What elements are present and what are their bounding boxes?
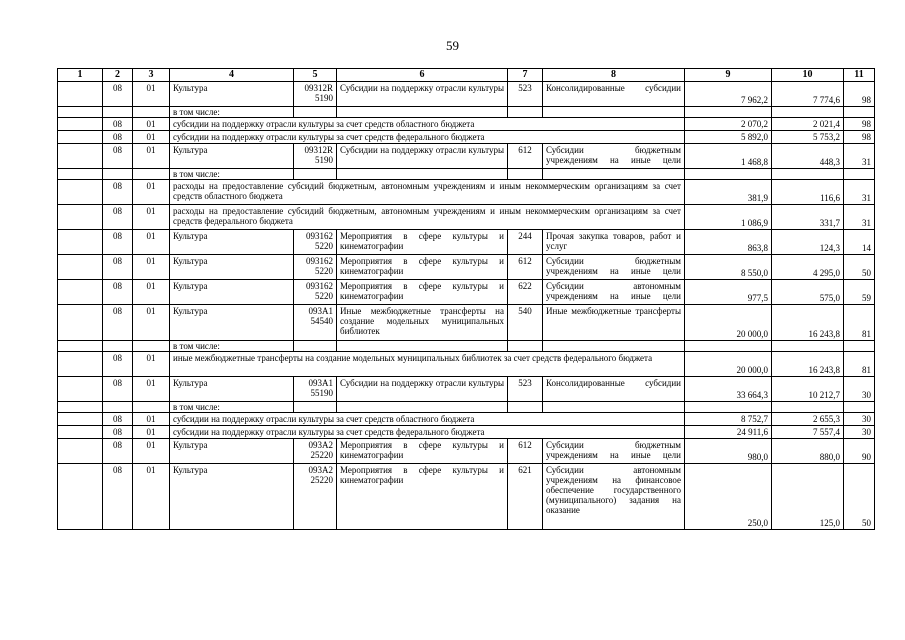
cell-actual: 10 212,7	[772, 377, 844, 402]
cell-empty	[58, 305, 103, 341]
cell-expense-type: 612	[508, 255, 543, 280]
cell-target-code: 093A2 25220	[294, 464, 337, 530]
subtotal-label-row	[58, 402, 875, 413]
cell-section: 08	[103, 230, 133, 255]
cell-actual: 16 243,8	[772, 352, 844, 377]
cell-section: 08	[103, 280, 133, 305]
cell-section: 08	[103, 426, 133, 439]
cell-section: 08	[103, 144, 133, 169]
cell-including-label: в том числе:	[170, 341, 294, 352]
cell-target-name: Мероприятия в сфере культуры и кинематографии	[337, 255, 508, 280]
cell-section: 08	[103, 352, 133, 377]
cell-target-code: 09312R 5190	[294, 82, 337, 107]
table-row	[58, 144, 875, 169]
cell-subsection	[133, 341, 170, 352]
cell-empty	[772, 402, 844, 413]
cell-section: 08	[103, 377, 133, 402]
cell-including-label: в том числе:	[170, 169, 294, 180]
cell-section	[103, 341, 133, 352]
cell-percent: 14	[844, 230, 875, 255]
cell-target-code: 093A1 54540	[294, 305, 337, 341]
cell-name: Культура	[170, 82, 294, 107]
cell-subsection: 01	[133, 464, 170, 530]
cell-empty	[508, 402, 543, 413]
table-row	[58, 377, 875, 402]
cell-empty	[294, 341, 337, 352]
column-header: 8	[543, 69, 685, 82]
table-row	[58, 205, 875, 230]
cell-subsection: 01	[133, 131, 170, 144]
cell-section: 08	[103, 180, 133, 205]
cell-plan: 8 752,7	[685, 413, 772, 426]
cell-empty	[58, 439, 103, 464]
cell-empty	[58, 255, 103, 280]
cell-subsection	[133, 402, 170, 413]
column-header: 2	[103, 69, 133, 82]
cell-percent: 98	[844, 131, 875, 144]
cell-expense-type: 244	[508, 230, 543, 255]
cell-target-name: Мероприятия в сфере культуры и кинематографии	[337, 230, 508, 255]
cell-section: 08	[103, 205, 133, 230]
cell-subsection: 01	[133, 377, 170, 402]
cell-name: Культура	[170, 144, 294, 169]
cell-empty	[685, 341, 772, 352]
cell-section: 08	[103, 464, 133, 530]
cell-expense-name: Субсидии бюджетным учреждениям на иные цели	[543, 439, 685, 464]
cell-empty	[685, 169, 772, 180]
cell-subsection: 01	[133, 426, 170, 439]
cell-subsection: 01	[133, 413, 170, 426]
column-header: 5	[294, 69, 337, 82]
table-row	[58, 118, 875, 131]
cell-subsection: 01	[133, 305, 170, 341]
cell-target-name: Субсидии на поддержку отрасли культуры	[337, 377, 508, 402]
table-row	[58, 305, 875, 341]
cell-expense-name: Субсидии автономным учреждениям на иные цели	[543, 280, 685, 305]
cell-actual: 125,0	[772, 464, 844, 530]
cell-plan: 863,8	[685, 230, 772, 255]
column-header: 4	[170, 69, 294, 82]
cell-plan: 980,0	[685, 439, 772, 464]
cell-empty	[543, 402, 685, 413]
cell-section: 08	[103, 131, 133, 144]
cell-empty	[58, 426, 103, 439]
cell-target-code: 093162 5220	[294, 255, 337, 280]
cell-percent: 81	[844, 352, 875, 377]
cell-subsection: 01	[133, 255, 170, 280]
cell-empty	[58, 107, 103, 118]
column-header: 1	[58, 69, 103, 82]
cell-empty	[772, 169, 844, 180]
table-row	[58, 82, 875, 107]
cell-name: Культура	[170, 305, 294, 341]
cell-plan: 20 000,0	[685, 352, 772, 377]
cell-subsection: 01	[133, 439, 170, 464]
subtotal-label-row	[58, 341, 875, 352]
table-row	[58, 352, 875, 377]
cell-empty	[844, 402, 875, 413]
cell-empty	[685, 402, 772, 413]
subtotal-label-row	[58, 107, 875, 118]
cell-actual: 16 243,8	[772, 305, 844, 341]
cell-empty	[58, 413, 103, 426]
cell-empty	[58, 180, 103, 205]
cell-expense-name: Консолидированные субсидии	[543, 377, 685, 402]
column-header: 6	[337, 69, 508, 82]
table-row	[58, 426, 875, 439]
table-row	[58, 230, 875, 255]
cell-description: расходы на предоставление субсидий бюджетным, автономным учреждениям и иным некоммерческим организациям за счет средств федерального бюджета	[170, 205, 685, 230]
cell-description: субсидии на поддержку отрасли культуры за счет средств областного бюджета	[170, 118, 685, 131]
cell-target-code: 093A2 25220	[294, 439, 337, 464]
cell-empty	[58, 280, 103, 305]
cell-empty	[508, 169, 543, 180]
cell-target-name: Мероприятия в сфере культуры и кинематографии	[337, 464, 508, 530]
cell-section: 08	[103, 118, 133, 131]
cell-section	[103, 107, 133, 118]
cell-percent: 30	[844, 413, 875, 426]
cell-expense-type: 523	[508, 82, 543, 107]
cell-expense-type: 612	[508, 439, 543, 464]
cell-plan: 250,0	[685, 464, 772, 530]
cell-name: Культура	[170, 280, 294, 305]
cell-percent: 98	[844, 118, 875, 131]
cell-target-code: 093162 5220	[294, 280, 337, 305]
cell-section: 08	[103, 439, 133, 464]
cell-subsection: 01	[133, 352, 170, 377]
cell-description: расходы на предоставление субсидий бюджетным, автономным учреждениям и иным некоммерческим организациям за счет средств областного бюджета	[170, 180, 685, 205]
cell-empty	[543, 341, 685, 352]
cell-subsection: 01	[133, 118, 170, 131]
cell-empty	[58, 205, 103, 230]
cell-empty	[58, 169, 103, 180]
table-row	[58, 131, 875, 144]
cell-percent: 98	[844, 82, 875, 107]
cell-description: субсидии на поддержку отрасли культуры за счет средств областного бюджета	[170, 413, 685, 426]
cell-actual: 448,3	[772, 144, 844, 169]
cell-empty	[58, 464, 103, 530]
cell-percent: 30	[844, 377, 875, 402]
cell-actual: 116,6	[772, 180, 844, 205]
cell-expense-name: Консолидированные субсидии	[543, 82, 685, 107]
cell-actual: 2 655,3	[772, 413, 844, 426]
cell-actual: 331,7	[772, 205, 844, 230]
cell-empty	[508, 107, 543, 118]
cell-name: Культура	[170, 439, 294, 464]
cell-subsection: 01	[133, 205, 170, 230]
cell-percent: 50	[844, 464, 875, 530]
cell-target-name: Субсидии на поддержку отрасли культуры	[337, 144, 508, 169]
cell-plan: 1 468,8	[685, 144, 772, 169]
column-header: 9	[685, 69, 772, 82]
table-row	[58, 280, 875, 305]
cell-description: иные межбюджетные трансферты на создание модельных муниципальных библиотек за счет средств федерального бюджета	[170, 352, 685, 377]
column-header: 7	[508, 69, 543, 82]
table-row	[58, 255, 875, 280]
cell-actual: 2 021,4	[772, 118, 844, 131]
cell-target-name: Субсидии на поддержку отрасли культуры	[337, 82, 508, 107]
cell-actual: 7 774,6	[772, 82, 844, 107]
cell-empty	[772, 341, 844, 352]
cell-expense-name: Иные межбюджетные трансферты	[543, 305, 685, 341]
cell-actual: 124,3	[772, 230, 844, 255]
page-number: 59	[446, 38, 459, 53]
cell-empty	[58, 341, 103, 352]
cell-percent: 90	[844, 439, 875, 464]
cell-empty	[337, 402, 508, 413]
table-row	[58, 464, 875, 530]
cell-percent: 31	[844, 180, 875, 205]
cell-percent: 59	[844, 280, 875, 305]
cell-empty	[337, 107, 508, 118]
cell-subsection: 01	[133, 82, 170, 107]
cell-name: Культура	[170, 255, 294, 280]
cell-name: Культура	[170, 464, 294, 530]
cell-including-label: в том числе:	[170, 107, 294, 118]
cell-empty	[543, 169, 685, 180]
cell-expense-name: Прочая закупка товаров, работ и услуг	[543, 230, 685, 255]
cell-empty	[844, 107, 875, 118]
cell-empty	[844, 169, 875, 180]
cell-empty	[58, 144, 103, 169]
cell-plan: 7 962,2	[685, 82, 772, 107]
cell-empty	[294, 169, 337, 180]
cell-percent: 50	[844, 255, 875, 280]
cell-empty	[685, 107, 772, 118]
cell-expense-type: 612	[508, 144, 543, 169]
cell-empty	[294, 107, 337, 118]
cell-target-name: Мероприятия в сфере культуры и кинематографии	[337, 439, 508, 464]
cell-empty	[58, 402, 103, 413]
cell-actual: 4 295,0	[772, 255, 844, 280]
cell-plan: 2 070,2	[685, 118, 772, 131]
cell-expense-type: 523	[508, 377, 543, 402]
cell-section: 08	[103, 82, 133, 107]
cell-expense-type: 540	[508, 305, 543, 341]
cell-empty	[58, 352, 103, 377]
cell-expense-type: 622	[508, 280, 543, 305]
cell-section: 08	[103, 255, 133, 280]
cell-target-name: Иные межбюджетные трансферты на создание модельных муниципальных библиотек	[337, 305, 508, 341]
cell-target-code: 09312R 5190	[294, 144, 337, 169]
cell-subsection: 01	[133, 144, 170, 169]
cell-expense-name: Субсидии бюджетным учреждениям на иные цели	[543, 144, 685, 169]
cell-subsection: 01	[133, 280, 170, 305]
cell-section: 08	[103, 305, 133, 341]
cell-plan: 8 550,0	[685, 255, 772, 280]
budget-table	[57, 68, 875, 530]
cell-including-label: в том числе:	[170, 402, 294, 413]
cell-percent: 81	[844, 305, 875, 341]
cell-percent: 30	[844, 426, 875, 439]
cell-name: Культура	[170, 377, 294, 402]
column-header: 3	[133, 69, 170, 82]
cell-empty	[294, 402, 337, 413]
cell-expense-name: Субсидии автономным учреждениям на финансовое обеспечение государственного (муниципального) задания на оказание	[543, 464, 685, 530]
subtotal-label-row	[58, 169, 875, 180]
cell-plan: 20 000,0	[685, 305, 772, 341]
cell-percent: 31	[844, 144, 875, 169]
cell-empty	[772, 107, 844, 118]
cell-target-code: 093A1 55190	[294, 377, 337, 402]
cell-empty	[58, 131, 103, 144]
cell-empty	[58, 377, 103, 402]
cell-empty	[337, 341, 508, 352]
cell-plan: 33 664,3	[685, 377, 772, 402]
cell-plan: 5 892,0	[685, 131, 772, 144]
cell-subsection	[133, 107, 170, 118]
cell-description: субсидии на поддержку отрасли культуры за счет средств федерального бюджета	[170, 426, 685, 439]
cell-section	[103, 402, 133, 413]
cell-description: субсидии на поддержку отрасли культуры за счет средств федерального бюджета	[170, 131, 685, 144]
cell-actual: 7 557,4	[772, 426, 844, 439]
column-header: 10	[772, 69, 844, 82]
cell-percent: 31	[844, 205, 875, 230]
cell-empty	[844, 341, 875, 352]
cell-subsection	[133, 169, 170, 180]
cell-expense-name: Субсидии бюджетным учреждениям на иные цели	[543, 255, 685, 280]
cell-target-name: Мероприятия в сфере культуры и кинематографии	[337, 280, 508, 305]
cell-empty	[508, 341, 543, 352]
column-header: 11	[844, 69, 875, 82]
table-row	[58, 413, 875, 426]
cell-empty	[58, 118, 103, 131]
cell-subsection: 01	[133, 230, 170, 255]
table-row	[58, 439, 875, 464]
cell-target-code: 093162 5220	[294, 230, 337, 255]
cell-actual: 880,0	[772, 439, 844, 464]
cell-section: 08	[103, 413, 133, 426]
cell-plan: 1 086,9	[685, 205, 772, 230]
cell-empty	[543, 107, 685, 118]
cell-plan: 24 911,6	[685, 426, 772, 439]
table-row	[58, 180, 875, 205]
table-header-row	[58, 69, 875, 82]
cell-expense-type: 621	[508, 464, 543, 530]
cell-plan: 977,5	[685, 280, 772, 305]
cell-subsection: 01	[133, 180, 170, 205]
cell-empty	[58, 82, 103, 107]
cell-empty	[58, 230, 103, 255]
cell-section	[103, 169, 133, 180]
cell-name: Культура	[170, 230, 294, 255]
cell-actual: 575,0	[772, 280, 844, 305]
cell-actual: 5 753,2	[772, 131, 844, 144]
cell-plan: 381,9	[685, 180, 772, 205]
table-body	[58, 82, 875, 530]
cell-empty	[337, 169, 508, 180]
